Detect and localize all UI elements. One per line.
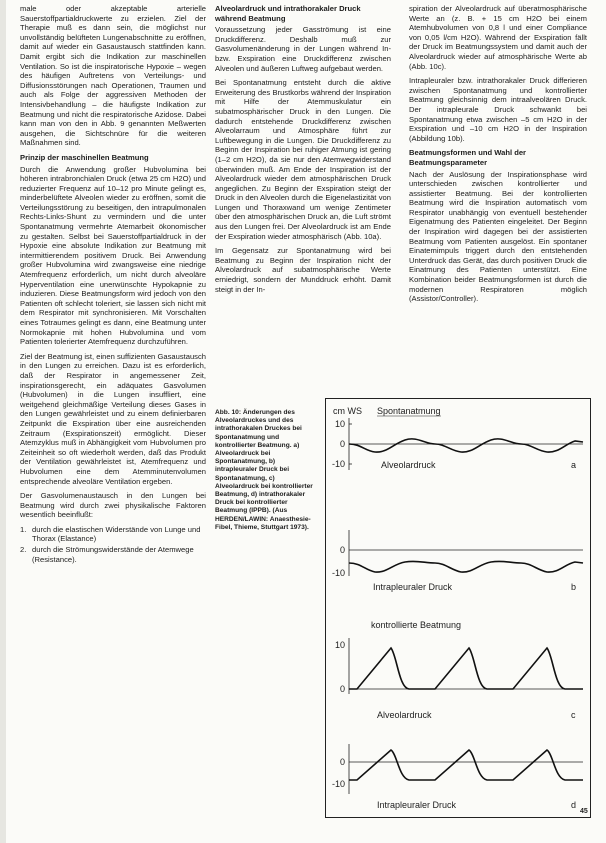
- section-title-spontaneous: Spontanatmung: [377, 406, 441, 416]
- tick-label: 10: [334, 640, 345, 650]
- page-number: 45: [580, 808, 588, 815]
- paragraph: Im Gegensatz zur Spontanatmung wird bei Beatmung zu Beginn der Inspiration nicht der Alveolardruck auf subatmosphärische Werte erniedrigt, sondern der Munddruck erhöht. Damit steigt in der In-: [215, 246, 391, 294]
- panel-letter-d: d: [571, 800, 577, 810]
- panel-letter-a: a: [571, 460, 577, 470]
- curve-label-a: Alveolardruck: [381, 460, 436, 470]
- section-heading: Beatmungsformen und Wahl der Beatmungsparameter: [409, 148, 527, 167]
- paragraph: Nach der Auslösung der Inspirationsphase wird unterschieden zwischen kontrollierter und assistierter Beatmung. Bei der kontrollierten Beatmung wird die Inspiration automatisch vom Respirator unabhängig von eventuell bestehender Eigenatmung des Patienten eingeleitet. Der Beginn der Inspiration wird dagegen bei der assistierten Beatmung vom Patienten ausgelöst. Ein spontaner Einatemimpuls triggert durch den entstehenden Unterdruck das Gerät, das durch positiven Druck die Einatmung des Patienten unterstützt. Eine Kombination beider Beatmungsformen ist durch die modernen Respiratoren möglich (Assistor/Controller).: [409, 169, 587, 304]
- paragraph: Bei Spontanatmung entsteht durch die aktive Erweiterung des Brustkorbs während der Inspiration mit Hilfe der Atemmuskulatur ein subatmosphärischer Druck in den Lungen. Die dadurch entstehende Druckdifferenz zwischen Alveolarraum und Atmosphäre führt zur Luftbewegung in die Lungen. Die Druckdifferenz zu Beginn der Inspiration bei ruhiger Atmung ist gering (1–2 cm H2O), da sie nur den Atemwegwiderstand überwinden muß. Am Ende der Inspiration ist der Alveolardruck wieder dem atmosphärischen Druck angeglichen. Zu Beginn der Exspiration steigt der Druck in den Alveolen durch die Eigenelastizität von Lungen und Thoraxwand um wenige Zentimeter über den atmosphärischen Druck an, die Luft strömt aus den Lungen frei. Der Alveolardruck ist am Ende der Exspiration wieder atmosphärisch (Abb. 10a).: [215, 78, 391, 241]
- tick-label: 0: [339, 684, 345, 694]
- list-number: 1.: [20, 524, 27, 534]
- tick-label: -10: [331, 568, 345, 578]
- section-title-controlled: kontrollierte Beatmung: [371, 620, 462, 630]
- figure-caption: [215, 409, 319, 532]
- paragraph: Intrapleuraler bzw. intrathorakaler Druck differieren zwischen Spontanatmung und kontrollierter Beatmung gleichsinnig dem intraalveolären Druck. Der intrapleurale Druck schwankt bei Spontanatmung etwa zwischen –5 cm H2O in der Exspiration und –10 cm H2O in der Inspiration (Abbildung 10b).: [409, 76, 587, 143]
- panel-letter-b: b: [571, 582, 577, 592]
- list-item: [20, 545, 206, 564]
- unit-label: cm WS: [333, 406, 362, 416]
- paragraph: Voraussetzung jeder Gasströmung ist eine Druckdifferenz. Deshalb muß zur Gasvolumenänderung in der Lungen während In- bzw. Exspiration eine Druckdifferenz zwischen Alveolen und äußeren Luftweg aufgebaut werden.: [215, 25, 391, 73]
- column-2: [215, 4, 391, 299]
- binding-shadow: [0, 0, 6, 843]
- tick-label: 0: [339, 545, 345, 555]
- paragraph: Der Gasvolumenaustausch in den Lungen bei Beatmung wird durch zwei physikalische Faktoren wesentlich beeinflußt:: [20, 491, 206, 520]
- panel-letter-c: c: [571, 710, 576, 720]
- list-item: [20, 525, 206, 544]
- caption-text: Abb. 10: Änderungen des Alveolardruckes und des intrathorakalen Druckes bei Spontanatmung und kontrollierter Beatmung. a) Alveolardruck bei Spontanatmung, b) intrapleuraler Druck bei Spontanatmung, c) Alveolardruck bei kontrollierter Beatmung, d) intrathorakaler Druck bei kontrollierter Beatmung (IPPB). (Aus HERDEN/LAWIN: Anaesthesie-Fibel, Thieme, Stuttgart 1973).: [215, 409, 313, 531]
- tick-label: 0: [339, 757, 345, 767]
- paragraph: Ziel der Beatmung ist, einen suffizienten Gasaustausch in den Lungen zu erreichen. Dazu ist es erforderlich, daß der Respirator in angemessener Zeit, inspirationsgerecht, ein adäquates Gasvolumen (Hubvolumen) in die Lungen insuffliert, eine weitgehend gleichmäßige Verteilung dieses Gases in den Lungen gewährleistet und zu einem definierbaren Zeitpunkt die Exspiration über eine ausreichenden Zeitraum (Exspirationszeit) ermöglicht. Dieser Atemzyklus muß in Abhängigkeit vom Hubvolumen pro Zeiteinheit so oft wiederholt werden, daß das Produkt der Ventilation gewährleistet ist, Atemfrequenz und Hubvolumen eine dem Atemminutenvolumen entsprechende alveoläre Ventilation ergeben.: [20, 351, 206, 486]
- column-3: [409, 4, 587, 309]
- paragraph: Durch die Anwendung großer Hubvolumina bei höheren intrabronchialen Druck (etwa 25 cm H2O) und reduzierter Frequenz auf 10–12 pro Minute gelingt es, minderbelüftete Alveolen wieder zu eröffnen, somit die Verteilungsstörung zu beseitigen, den intrapulmonalen Rechts-Links-Shunt zu vermindern und die unter Spontanatmung vermehrte Atemarbeit ökonomischer zu gestalten. Selbst bei Sauerstoffpartialdruck in der Hypoxie eine absolute Indikation zur Beatmung mit intermittierendem positivem Druck. Bei Anwendung großer Hubvolumina wird zwangsweise eine niedrige Atemfrequenz erforderlich, um nicht durch alveoläre Hyperventilation eine unerwünschte Hypokapnie zu induzieren. Diese Beatmungsform wird jedoch von den Patienten oft schlecht toleriert, sie lassen sich nicht mit dem Respirator mit synchronisieren. Mit Vorschalten eines Totraumes gelingt es dann, eine Beatmung unter Normokapnie mit hohen Hubvolumina und vom Patienten tolerierter Atemfrequenz durchzuführen.: [20, 164, 206, 347]
- curve-c: [349, 648, 583, 689]
- paragraph: male oder akzeptable arterielle Sauerstoffpartialdruckwerte zu erzielen. Ziel der Therapie muß es dann sein, die möglichst nur unvollständig belüfteten Lungenabschnitte zu eröffnen, damit auf wieder ein Gasaustausch stattfinden kann. Damit ergibt sich die Indikation zur maschinellen Ventilation. So ist die inspiratorische Hypoxie – wegen des häufigen Auftretens von Verteilungs- und Diffusionsstörungen nach Operationen, Traumen und auch als Folge der aggressiven Methoden der Intensivbehandlung – die häufigste Indikation zur Beatmung und nicht die respiratorische Azidose. Dabei kann man von den in Abb. 9 genannten Meßwerten ausgehen, die Sichtschnüre für die weiteren Maßnahmen sind.: [20, 4, 206, 148]
- pressure-figure: [325, 398, 591, 818]
- column-1: [20, 4, 206, 565]
- curve-label-c: Alveolardruck: [377, 710, 432, 720]
- tick-label: -10: [331, 779, 345, 789]
- curve-a: [349, 439, 583, 452]
- list-number: 2.: [20, 545, 27, 555]
- tick-label: -10: [331, 459, 345, 469]
- curve-label-b: Intrapleuraler Druck: [373, 582, 453, 592]
- factor-list: [20, 525, 206, 564]
- section-heading: Alveolardruck und intrathorakaler Druck während Beatmung: [215, 4, 361, 23]
- list-text: durch die elastischen Widerstände von Lunge und Thorax (Elastance): [32, 524, 201, 544]
- pressure-curves-svg: [325, 398, 591, 818]
- curve-b: [349, 561, 583, 572]
- tick-label: 0: [339, 439, 345, 449]
- tick-label: 10: [334, 419, 345, 429]
- curve-label-d: Intrapleuraler Druck: [377, 800, 457, 810]
- list-text: durch die Strömungswiderstände der Atemwege (Resistance).: [32, 545, 194, 564]
- paragraph: spiration der Alveolardruck auf überatmosphärische Werte an (z. B. + 15 cm H2O bei einem Atemhubvolumen von 0,8 l und einer Compliance von 0,05 l/cm H2O). Während der Exspiration fällt der Druck im Beatmungssystem und damit auch der Alveolardruck wieder auf atmosphärische Werte ab (Abb. 10c).: [409, 4, 587, 71]
- section-heading: Prinzip der maschinellen Beatmung: [20, 152, 149, 162]
- curve-d: [349, 750, 583, 780]
